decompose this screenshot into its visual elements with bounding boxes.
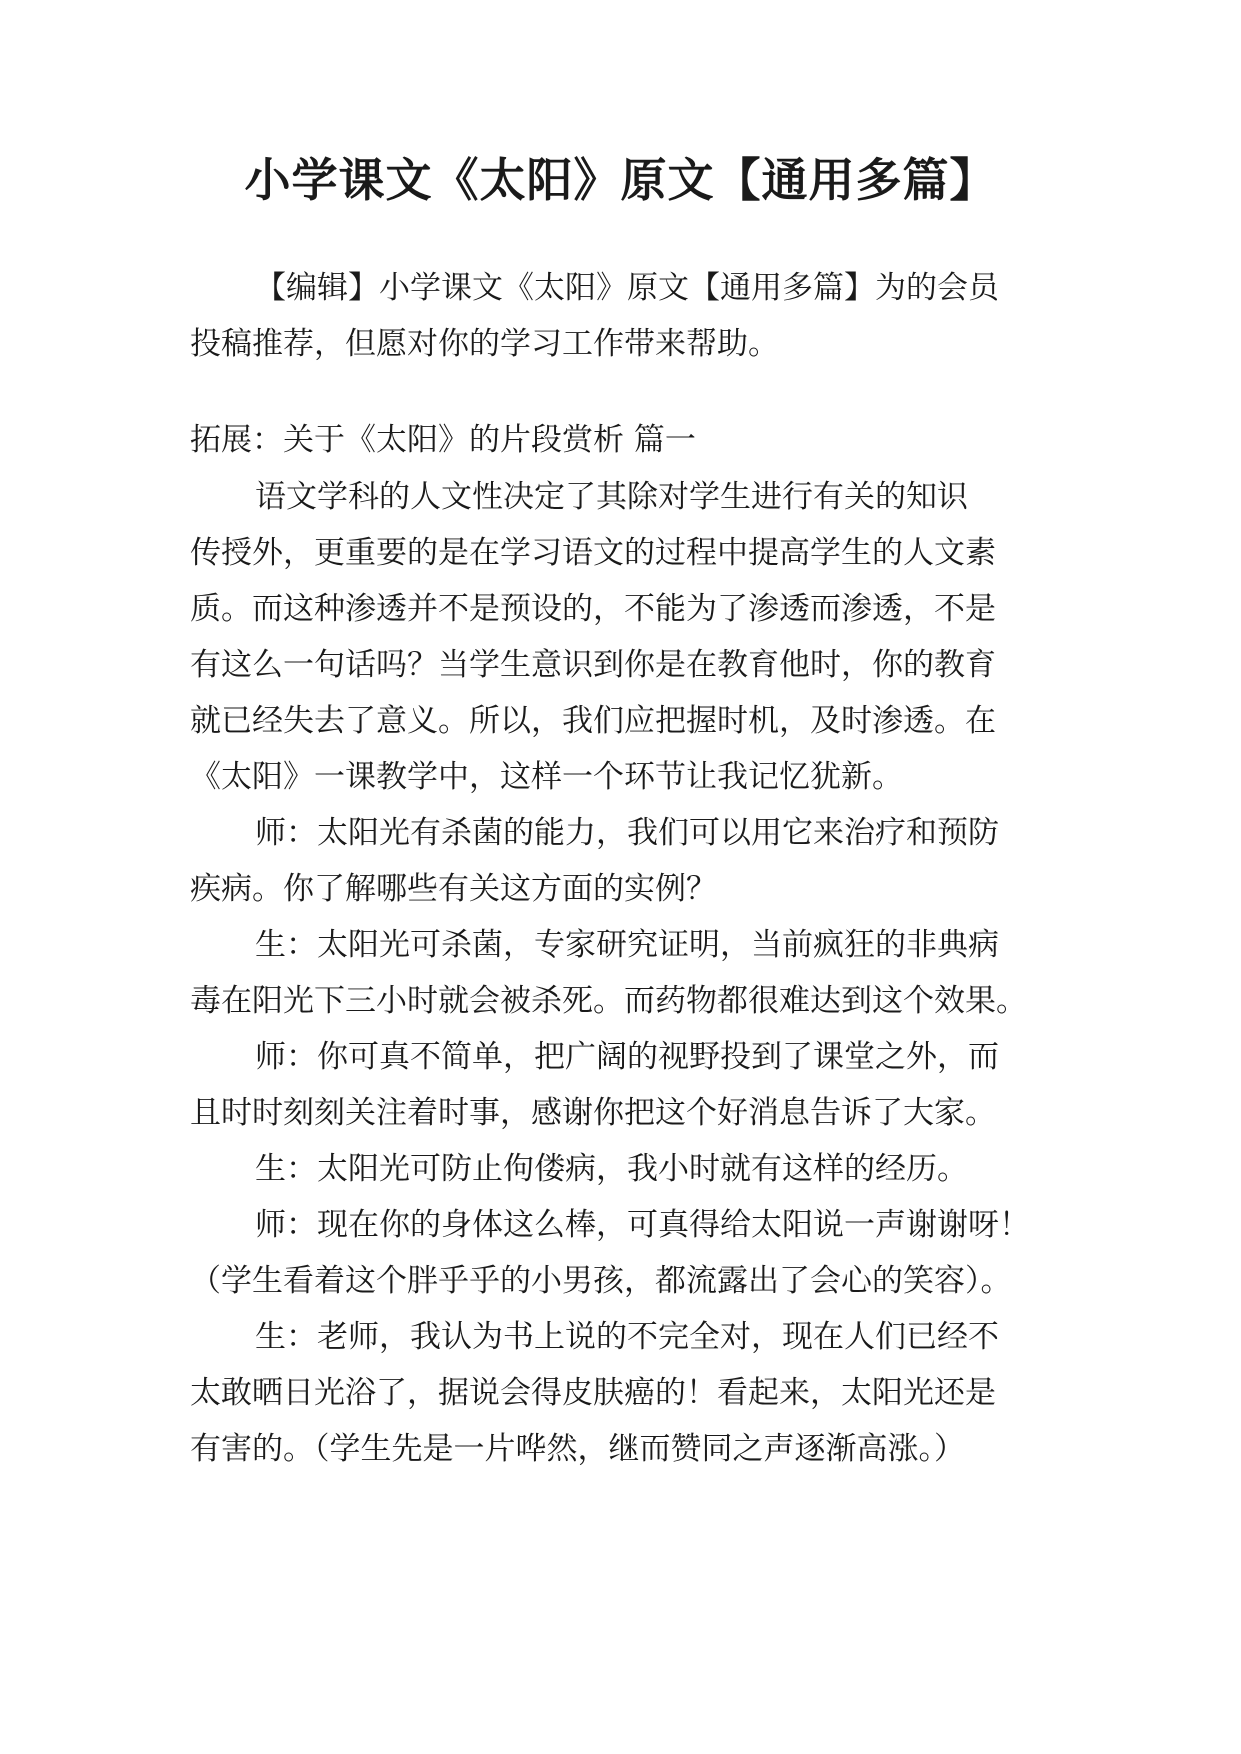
section-heading: 拓展：关于《太阳》的片段赏析 篇一 bbox=[190, 422, 696, 458]
dialogue-line: 生：老师，我认为书上说的不完全对，现在人们已经不 bbox=[255, 1319, 999, 1355]
dialogue-line: 且时时刻刻关注着时事，感谢你把这个好消息告诉了大家。 bbox=[190, 1095, 996, 1131]
dialogue-line: 有害的。（学生先是一片哗然，继而赞同之声逐渐高涨。） bbox=[190, 1431, 965, 1467]
document-title: 小学课文《太阳》原文【通用多篇】 bbox=[244, 153, 997, 207]
dialogue-line: 太敢晒日光浴了，据说会得皮肤癌的！看起来，太阳光还是 bbox=[190, 1375, 996, 1411]
dialogue-line: 师：现在你的身体这么棒，可真得给太阳说一声谢谢呀！ bbox=[255, 1207, 1030, 1243]
paragraph-line: 质。而这种渗透并不是预设的，不能为了渗透而渗透，不是 bbox=[190, 591, 996, 627]
intro-line: 投稿推荐，但愿对你的学习工作带来帮助。 bbox=[190, 326, 779, 362]
dialogue-line: 师：你可真不简单，把广阔的视野投到了课堂之外，而 bbox=[255, 1039, 999, 1075]
paragraph-line: 语文学科的人文性决定了其除对学生进行有关的知识 bbox=[255, 479, 968, 515]
dialogue-line: （学生看着这个胖乎乎的小男孩，都流露出了会心的笑容）。 bbox=[190, 1263, 1012, 1299]
dialogue-line: 生：太阳光可防止佝偻病，我小时就有这样的经历。 bbox=[255, 1151, 968, 1187]
dialogue-line: 师：太阳光有杀菌的能力，我们可以用它来治疗和预防 bbox=[255, 815, 999, 851]
paragraph-line: 有这么一句话吗？当学生意识到你是在教育他时，你的教育 bbox=[190, 647, 996, 683]
paragraph-line: 传授外，更重要的是在学习语文的过程中提高学生的人文素 bbox=[190, 535, 996, 571]
intro-line: 【编辑】小学课文《太阳》原文【通用多篇】为的会员 bbox=[255, 270, 999, 306]
dialogue-line: 生：太阳光可杀菌，专家研究证明，当前疯狂的非典病 bbox=[255, 927, 999, 963]
paragraph-line: 《太阳》一课教学中，这样一个环节让我记忆犹新。 bbox=[190, 759, 903, 795]
paragraph-line: 就已经失去了意义。所以，我们应把握时机，及时渗透。在 bbox=[190, 703, 996, 739]
dialogue-line: 疾病。你了解哪些有关这方面的实例？ bbox=[190, 871, 717, 907]
dialogue-line: 毒在阳光下三小时就会被杀死。而药物都很难达到这个效果。 bbox=[190, 983, 1027, 1019]
